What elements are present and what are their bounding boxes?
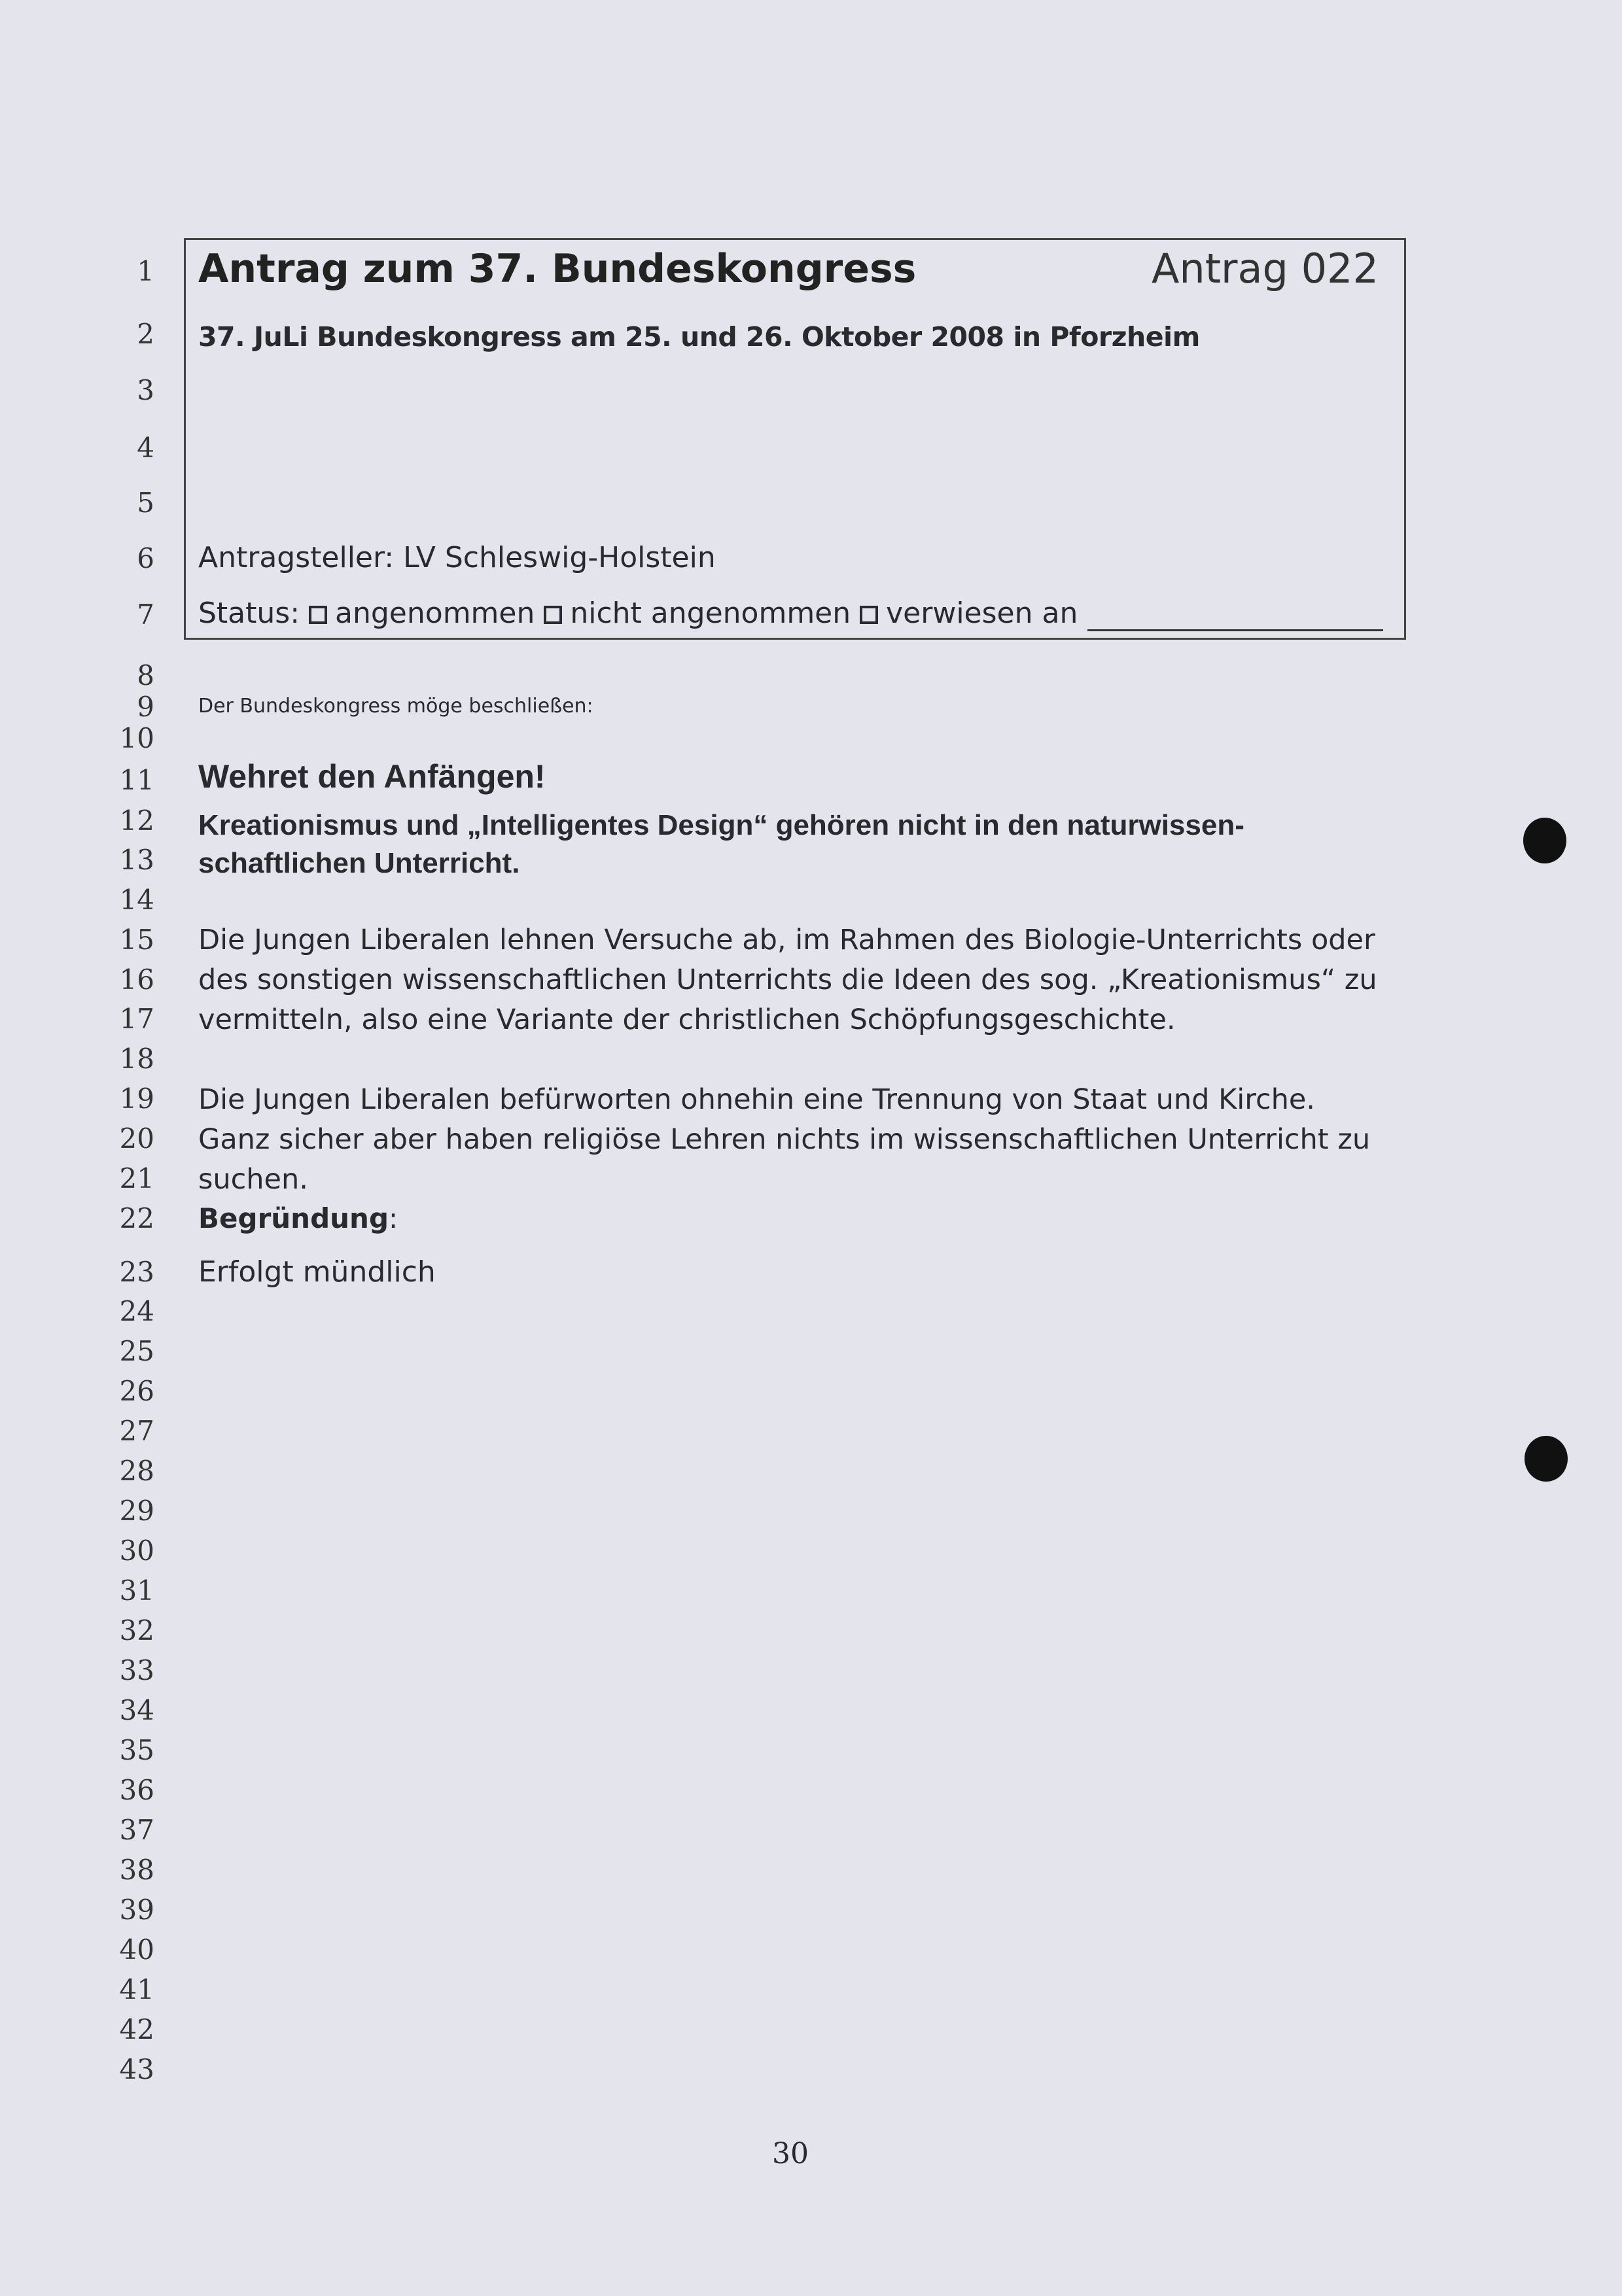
line-number: 32 [119,1614,154,1646]
punch-hole [1523,818,1566,863]
checkbox-icon [309,606,327,624]
line-number: 37 [119,1814,154,1846]
status-label: Status: [198,597,300,630]
line-number: 43 [119,2053,154,2085]
checkbox-icon [860,606,878,624]
line-number: 36 [119,1774,154,1806]
line-number: 23 [119,1256,154,1288]
line-number: 11 [119,764,154,796]
status-option-rejected: nicht angenommen [570,597,851,630]
reasoning-heading [198,1199,398,1238]
line-number: 34 [119,1694,154,1726]
line-number: 13 [119,844,154,876]
page-number: 30 [772,2137,809,2170]
punch-hole [1525,1436,1568,1482]
line-number: 8 [137,659,154,691]
line-number: 17 [119,1003,154,1035]
line-number: 25 [119,1335,154,1367]
line-number: 29 [119,1495,154,1527]
line-number: 31 [119,1574,154,1607]
status-row [198,595,1078,632]
line-number: 21 [119,1162,154,1194]
congress-subtitle: 37. JuLi Bundeskongress am 25. und 26. Oktober 2008 in Pforzheim [198,321,1200,353]
line-number: 40 [119,1934,154,1966]
referral-fill-line [1087,629,1383,631]
line-number: 39 [119,1894,154,1926]
motion-lead-line: schaftlichen Unterricht. [198,847,520,879]
line-number: 41 [119,1974,154,2006]
motion-paragraph: Die Jungen Liberalen lehnen Versuche ab, im Rahmen des Biologie-Unterrichts oder des sonstigen wissenschaftlichen Unterrichts die Ideen des sog. „Kreationismus“ zu vermitteln, also eine Variante der christlichen Schöpfungsgeschichte. [198,924,1377,1036]
applicant: Antragsteller: LV Schleswig-Holstein [198,541,716,574]
motion-number: Antrag 022 [1152,245,1379,292]
line-number: 27 [119,1415,154,1447]
line-number: 6 [137,542,154,574]
line-number: 18 [119,1043,154,1075]
line-number: 22 [119,1202,154,1234]
status-option-referred: verwiesen an [886,597,1078,630]
line-number: 3 [137,374,154,406]
line-number: 16 [119,964,154,996]
line-number: 38 [119,1854,154,1886]
line-number: 28 [119,1455,154,1487]
line-number: 10 [119,722,154,754]
line-number: 14 [119,884,154,916]
line-number: 33 [119,1654,154,1686]
reasoning-text: Erfolgt mündlich [198,1255,436,1289]
motion-title: Antrag zum 37. Bundeskongress [198,246,917,292]
motion-paragraph: Die Jungen Liberalen befürworten ohnehin eine Trennung von Staat und Kirche. Ganz sicher aber haben religiöse Lehren nichts im wissenschaftlichen Unterricht zu suchen. [198,1083,1371,1196]
reasoning-label: Begründung [198,1202,389,1234]
line-number: 12 [119,805,154,837]
line-number: 19 [119,1083,154,1115]
line-number: 7 [137,599,154,631]
line-number: 35 [119,1734,154,1766]
status-option-accepted: angenommen [335,597,535,630]
motion-header-box [184,238,1406,640]
line-number: 20 [119,1122,154,1155]
line-number: 2 [137,318,154,350]
line-number: 42 [119,2013,154,2045]
line-number: 15 [119,924,154,956]
line-number: 4 [137,432,154,464]
motion-lead-line: Kreationismus und „Intelligentes Design“ gehören nicht in den naturwissen- [198,809,1244,841]
reasoning-colon: : [389,1202,398,1234]
intro-text: Der Bundeskongress möge beschließen: [198,695,593,718]
line-number: 24 [119,1295,154,1327]
line-number: 1 [137,255,154,287]
checkbox-icon [544,606,562,624]
line-number: 5 [137,487,154,519]
line-number: 9 [137,691,154,723]
line-number: 26 [119,1375,154,1407]
line-number: 30 [119,1535,154,1567]
motion-heading: Wehret den Anfängen! [198,758,546,795]
